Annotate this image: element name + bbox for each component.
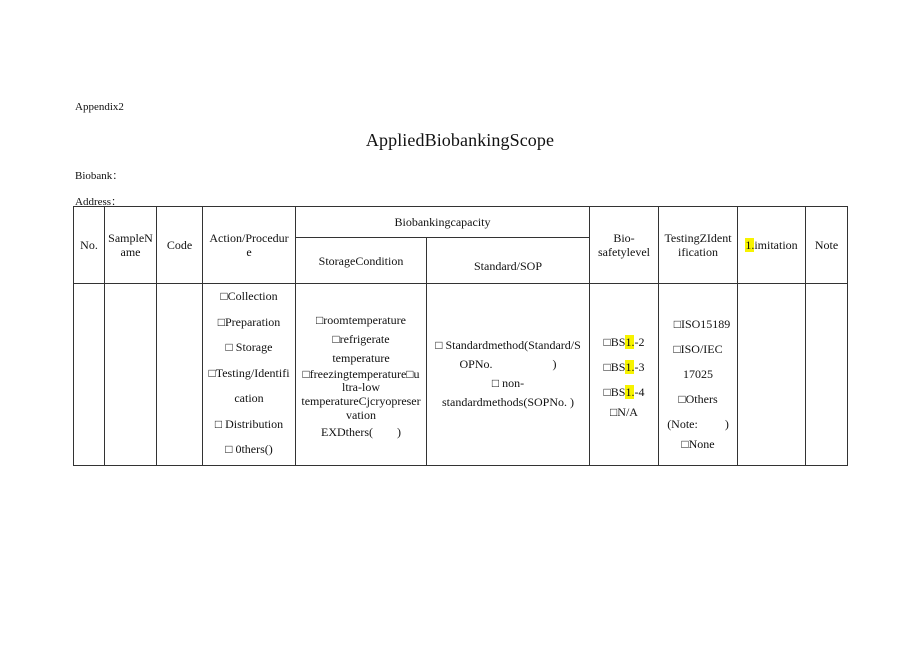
highlight-mark: 1.: [745, 238, 755, 252]
option-non-standard[interactable]: □ non-: [491, 376, 525, 391]
address-label: Address：: [75, 196, 123, 208]
option-freezing[interactable]: □freezingtemperature□u: [302, 367, 420, 382]
header-code: Code: [157, 207, 203, 284]
option-storage[interactable]: □ Storage: [225, 340, 273, 354]
option-non-standard-cont: standardmethods(SOPNo. ): [442, 395, 574, 410]
option-others-storage[interactable]: EXDthers( ): [321, 425, 401, 440]
option-others[interactable]: □ 0thers(): [225, 442, 273, 456]
highlight-mark: 1.: [625, 359, 635, 374]
option-cryopreservation[interactable]: temperatureCjcryopreser: [301, 394, 421, 409]
header-sample-name: SampleN ame: [105, 207, 157, 284]
option-testing-identification-cont: cation: [234, 391, 264, 405]
cell-limitation: [738, 284, 806, 466]
biobank-label: Biobank：: [75, 170, 124, 182]
header-row: [74, 207, 848, 238]
highlight-mark: 1.: [625, 384, 635, 399]
cell-biosafety-level: [590, 284, 659, 466]
option-iso15189[interactable]: □ISO15189: [673, 316, 731, 331]
option-none[interactable]: □None: [681, 436, 715, 451]
cell-code: [157, 284, 203, 466]
page-title: AppliedBiobankingScope: [365, 130, 555, 150]
highlight-mark: 1.: [625, 334, 635, 349]
option-ultra-low: ltra-low: [342, 380, 380, 395]
option-note: (Note: ): [667, 416, 729, 431]
option-room-temperature[interactable]: □roomtemperature: [316, 313, 406, 328]
appendix-label: Appendix2: [75, 101, 124, 113]
option-standard-method-cont: OPNo. ): [459, 357, 557, 372]
option-bsl-4[interactable]: □BS1.-4: [603, 384, 645, 399]
option-bsl-3[interactable]: □BS1.-3: [603, 359, 645, 374]
option-cryopreservation-cont: vation: [346, 408, 376, 423]
header-biosafety-level: Bio- safetylevel: [590, 207, 659, 284]
header-biobanking-capacity: Biobankingcapacity: [296, 207, 590, 238]
option-collection[interactable]: □Collection: [220, 289, 278, 303]
option-bsl-2[interactable]: □BS1.-2: [603, 334, 645, 349]
header-note: Note: [806, 207, 848, 284]
scope-table: [73, 206, 848, 466]
header-testing-identification: TestingZIdent ification: [659, 207, 738, 284]
header-no: No.: [74, 207, 105, 284]
header-standard-sop: Standard/SOP: [427, 238, 590, 284]
header-storage-condition: StorageCondition: [296, 238, 427, 284]
option-others-testing[interactable]: □Others: [678, 391, 718, 406]
header-limitation: 1.imitation: [738, 207, 806, 284]
option-distribution[interactable]: □ Distribution: [214, 416, 284, 431]
option-preparation[interactable]: □Preparation: [217, 314, 281, 329]
cell-action-options: [203, 284, 296, 466]
cell-no: [74, 284, 105, 466]
option-refrigerate-cont: temperature: [332, 351, 390, 366]
cell-storage-condition: [296, 284, 427, 466]
option-na[interactable]: □N/A: [610, 404, 638, 419]
cell-standard-sop: [427, 284, 590, 466]
option-standard-method[interactable]: □ Standardmethod(Standard/S: [435, 338, 581, 353]
header-action-procedure: Action/Procedur e: [203, 207, 296, 284]
option-testing-identification[interactable]: □Testing/Identifi: [208, 365, 290, 380]
option-refrigerate[interactable]: □refrigerate: [332, 332, 390, 347]
cell-note: [806, 284, 848, 466]
option-iso-iec-cont: 17025: [683, 366, 714, 381]
option-iso-iec[interactable]: □ISO/IEC: [673, 341, 723, 356]
cell-sample-name: [105, 284, 157, 466]
cell-testing-identification: [659, 284, 738, 466]
table-row: [74, 284, 848, 466]
